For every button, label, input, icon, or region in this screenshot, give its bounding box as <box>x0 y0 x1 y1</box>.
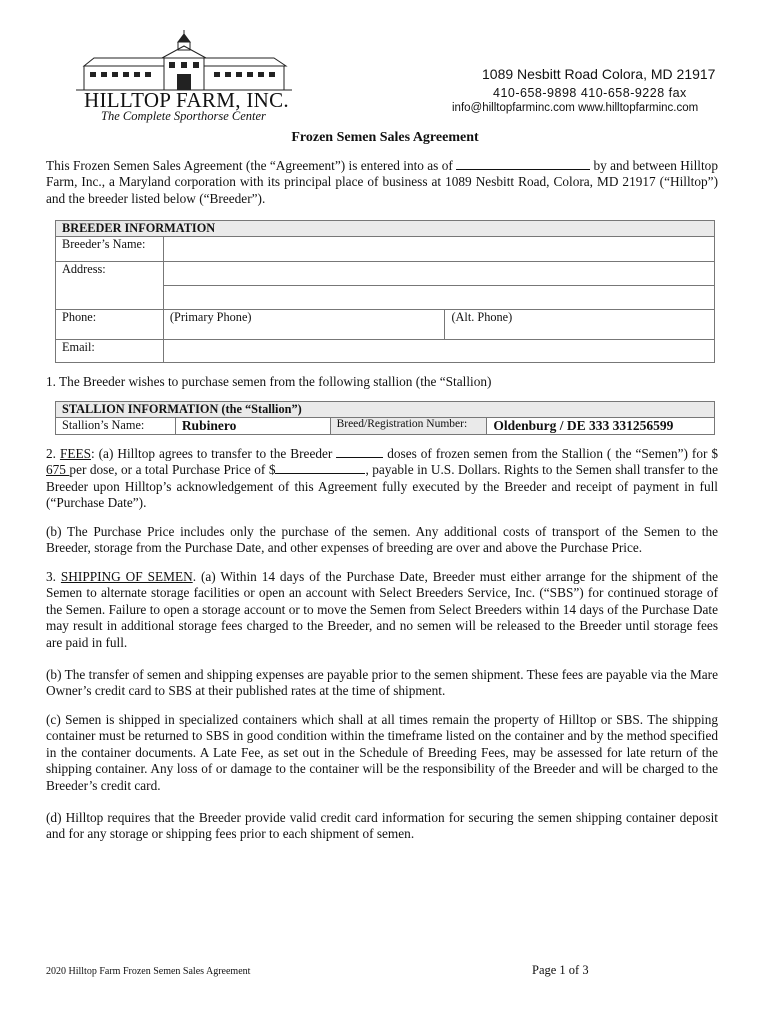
company-contact: info@hilltopfarminc.com www.hilltopfarminc.com <box>452 102 699 114</box>
stallion-info-header: STALLION INFORMATION (the “Stallion”) <box>56 402 715 418</box>
clause-1: 1. The Breeder wishes to purchase semen from the following stallion (the “Stallion) <box>46 374 492 389</box>
shipping-heading: SHIPPING OF SEMEN <box>60 569 193 584</box>
stallion-name-label: Stallion’s Name: <box>56 418 176 435</box>
fees-heading: FEES <box>59 446 91 461</box>
breed-registration-label: Breed/Registration Number: <box>330 418 487 435</box>
address-field-line1[interactable] <box>163 262 714 286</box>
primary-phone-field[interactable]: (Primary Phone) <box>163 310 445 340</box>
address-field-line2[interactable] <box>163 286 714 310</box>
email-label: Email: <box>56 340 164 363</box>
shipping-clause-c: (c) Semen is shipped in specialized containers which shall at all times remain the property of Hilltop or SBS. The shipping container must be returned to SBS in good condition within the timeframe listed on the container and by the method specified in the container documents. A Late Fee, as set out in the Schedule of Breeding Fees, may be assessed for late return of the shipping container. Any loss of or damage to the container will be the responsibility of the Breeder and will be charged to the Breeder’s credit card. <box>46 712 718 793</box>
company-phones: 410-658-9898 410-658-9228 fax <box>493 86 687 100</box>
agreement-date-blank[interactable] <box>456 158 590 170</box>
stallion-information-table <box>55 401 715 435</box>
intro-paragraph: This Frozen Semen Sales Agreement (the “Agreement”) is entered into as of by and between Hilltop Farm, Inc., a Maryland corporation with its principal place of business at 1089 Nesbitt Road, Colora, MD 21917 (“Hilltop”) and the breeder listed below (“Breeder”). <box>46 158 718 206</box>
fees-clause-b: (b) The Purchase Price includes only the purchase of the semen. Any additional costs of transport of the Semen to the Breeder, storage from the Purchase Date, and other expenses of breeding are over and above the Purchase Price. <box>46 524 718 556</box>
footer-document-name: 2020 Hilltop Farm Frozen Semen Sales Agreement <box>46 966 251 977</box>
breed-registration-value[interactable]: Oldenburg / DE 333 331256599 <box>487 418 715 435</box>
shipping-clause-a: 3. SHIPPING OF SEMEN. (a) Within 14 days of the Purchase Date, Breeder must either arrange for the shipment of the Semen to alternate storage facilities or open an account with Select Breeders Service, Inc. (“SBS”) for continued storage of the Semen. Failure to open a storage account or to move the Semen from Select Breeders within 14 days of the Purchase Date may result in additional storage fees charged to the Breeder, and no semen will be released to the Breeder until storage fees are paid in full. <box>46 569 719 650</box>
shipping-clause-d: (d) Hilltop requires that the Breeder provide valid credit card information for securing the semen shipping container deposit and for any storage or shipping fees prior to each shipment of semen. <box>46 810 718 842</box>
alt-phone-field[interactable]: (Alt. Phone) <box>445 310 715 340</box>
breeder-name-field[interactable] <box>163 237 714 262</box>
email-field[interactable] <box>163 340 714 363</box>
company-tagline: The Complete Sporthorse Center <box>101 109 266 123</box>
company-name: HILLTOP FARM, INC. <box>84 88 289 112</box>
address-label: Address: <box>56 262 164 310</box>
price-per-dose[interactable]: 675 <box>46 462 70 478</box>
stallion-name-value[interactable]: Rubinero <box>175 418 330 435</box>
breeder-information-table <box>55 220 715 363</box>
breeder-info-header: BREEDER INFORMATION <box>56 221 715 237</box>
footer-page-number: Page 1 of 3 <box>532 963 589 977</box>
total-price-blank[interactable] <box>275 462 365 474</box>
doses-blank[interactable] <box>336 446 383 458</box>
shipping-clause-b: (b) The transfer of semen and shipping expenses are payable prior to the semen shipment. These fees are payable via the Mare Owner’s credit card to SBS at their published rates at the time of shipment. <box>46 667 718 699</box>
document-title: Frozen Semen Sales Agreement <box>291 130 479 145</box>
fees-clause-a: 2. FEES: (a) Hilltop agrees to transfer to the Breeder doses of frozen semen from the Stallion ( the “Semen”) for $ 675 per dose, or a total Purchase Price of $ , payable in U.S. Dollars. Rights to the Semen shall transfer to the Breeder upon Hilltop’s acknowledgement of this Agreement fully executed by the Breeder and receipt of payment in full (“Purchase Date”). <box>46 446 718 511</box>
company-address: 1089 Nesbitt Road Colora, MD 21917 <box>482 66 716 82</box>
breeder-name-label: Breeder’s Name: <box>56 237 164 262</box>
phone-label: Phone: <box>56 310 164 340</box>
